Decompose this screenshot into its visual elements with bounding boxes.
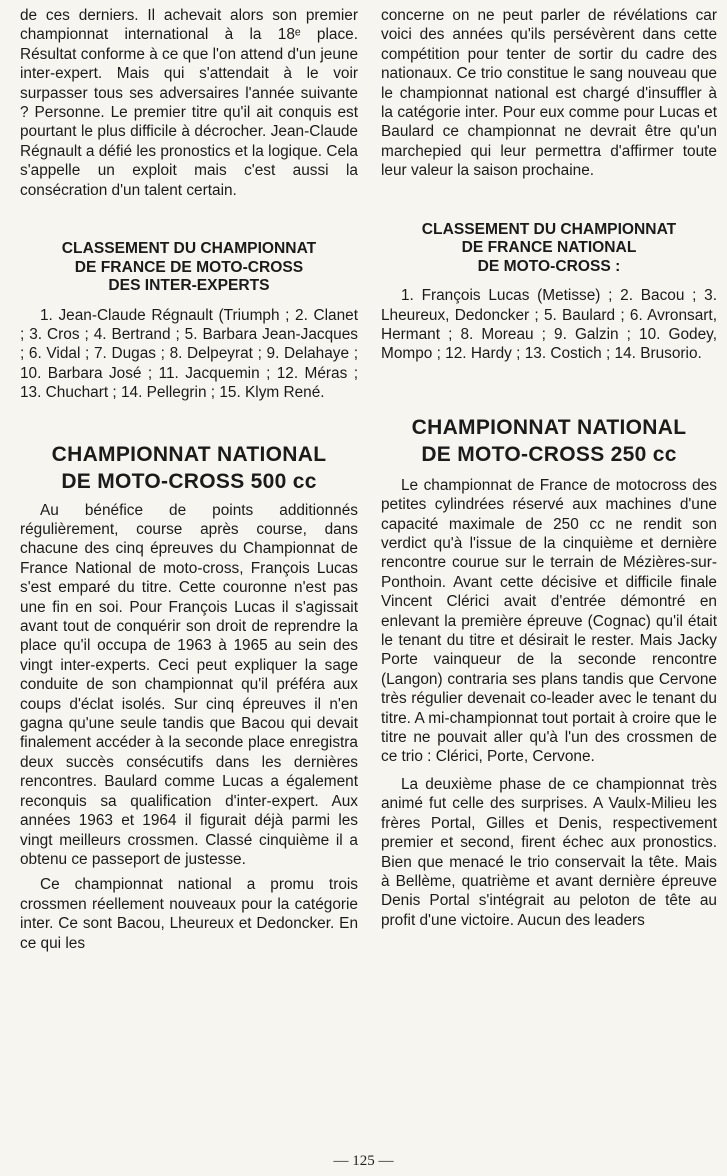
right-standings-list: 1. François Lucas (Metisse) ; 2. Bacou ; 3. Lheureux, Dedoncker ; 5. Baulard ; 6. Avronsart, Hermant ; 8. Moreau ; 9. Galzin ; 10. Godey, Mompo ; 12. Hardy ; 13. Costich ; 14. Brusorio. (381, 287, 717, 363)
right-intro-paragraph: concerne on ne peut parler de révélations car voici des années qu'ils persévèrent dans cette compétition pour tenter de sortir du cadre des nationaux. Ce trio constitue le sang nouveau que le championnat national est chargé d'insuffler à la catégorie inter. Pour eux comme pour Lucas et Baulard ce championnat ne devrait être qu'un marchepied qui leur permettra d'affirmer toute leur valeur la saison prochaine. (381, 7, 717, 180)
left-section-title-line-2: DE MOTO-CROSS 500 cc (61, 469, 317, 493)
right-standings-heading-line-2: DE FRANCE NATIONAL (461, 239, 637, 257)
right-column (381, 6, 717, 930)
page-number: — 125 — (333, 1153, 394, 1169)
right-section-title-line-1: CHAMPIONNAT NATIONAL (411, 415, 687, 439)
right-section-title (381, 414, 717, 468)
right-standings-heading-line-1: CLASSEMENT DU CHAMPIONNAT (421, 220, 677, 238)
right-body-paragraph-2: La deuxième phase de ce championnat très animé fut celle des surprises. A Vaulx-Milieu les frères Portal, Gilles et Denis, respectivement premier et second, firent échec aux pronostics. Bien que menacé le trio conservait la tête. Mais à Bellème, quatrième et avant dernière épreuve Denis Portal s'intégrait au peloton de tête au profit d'une victoire. Aucun des leaders (381, 775, 717, 929)
right-standings-heading (381, 221, 717, 277)
right-body-paragraph-1: Le championnat de France de motocross des petites cylindrées réservé aux machines d'une capacité maximale de 250 cc ne rendit son verdict qu'à l'issue de la cinquième et dernière rencontre courue sur le terrain de Mézières-sur-Ponthoin. Avant cette décisive et difficile finale Vincent Clérici avait d'entrée démontré en enlevant la première épreuve (Cognac) qu'il était le tenant du titre et désirait le rester. Mais Jacky Porte vainqueur de la seconde rencontre (Langon) contraria ses plans tandis que Cervone très régulier devenait co-leader avec le tenant du titre. A mi-championnat tout portait à croire que le titre ne pouvait aller qu'à l'un des crossmen de ce trio : Clérici, Porte, Cervone. (381, 476, 717, 766)
right-section-title-line-2: DE MOTO-CROSS 250 cc (421, 442, 677, 466)
left-column (20, 6, 358, 953)
right-standings-heading-line-3: DE MOTO-CROSS : (477, 257, 621, 275)
left-standings-heading-line-3: DES INTER-EXPERTS (108, 277, 270, 295)
left-section-title (20, 441, 358, 495)
left-body-paragraph-1: Au bénéfice de points additionnés régulièrement, course après course, dans chacune des cinq épreuves du Championnat de France National de moto-cross, François Lucas s'est emparé du titre. Cette couronne n'est pas une fin en soi. Pour François Lucas il s'agissait avant tout de conquérir son droit de reprendre la place qu'il occupa de 1963 à 1965 au sein des vingt inter-experts. Ceci peut expliquer la sage conduite de son championnat qu'il préféra aux coups d'éclat isolés. Sur cinq épreuves il n'en gagna qu'une seule tandis que Bacou qui devait finalement accéder à la seconde place enregistra deux succès consécutifs dans les dernières rencontres. Baulard comme Lucas a également reconquis sa qualification d'inter-expert. Aux années 1963 et 1964 il figurait déjà parmi les vingt meilleurs crossmen. Classé cinquième il a obtenu ce passeport de justesse. (20, 501, 358, 868)
left-standings-heading (20, 240, 358, 296)
left-section-title-line-1: CHAMPIONNAT NATIONAL (51, 442, 327, 466)
left-standings-heading-line-1: CLASSEMENT DU CHAMPIONNAT (61, 240, 317, 258)
left-standings-heading-line-2: DE FRANCE DE MOTO-CROSS (74, 258, 304, 276)
left-standings-list: 1. Jean-Claude Régnault (Triumph ; 2. Clanet ; 3. Cros ; 4. Bertrand ; 5. Barbara Jean-Jacques ; 6. Vidal ; 7. Dugas ; 8. Delpeyrat ; 9. Delahaye ; 10. Barbara José ; 11. Jacquemin ; 12. Méras ; 13. Chuchart ; 14. Pellegrin ; 15. Klym René. (20, 306, 358, 402)
left-intro-paragraph: de ces derniers. Il achevait alors son premier championnat international à la 18ᵉ place. Résultat conforme à ce que l'on attend d'un jeune inter-expert. Mais qui s'attendait à le voir surpasser tous ses adversaires l'année suivante ? Personne. Le premier titre qu'il ait conquis est pourtant le plus difficile à décrocher. Jean-Claude Régnault a défié les pronostics et la logique. Cela s'appelle un exploit mais c'est aussi la consécration d'un talent certain. (20, 7, 358, 199)
left-body-paragraph-2: Ce championnat national a promu trois crossmen réellement nouveaux pour la catégorie inter. Ce sont Bacou, Lheureux et Dedoncker. En ce qui les (20, 876, 358, 952)
